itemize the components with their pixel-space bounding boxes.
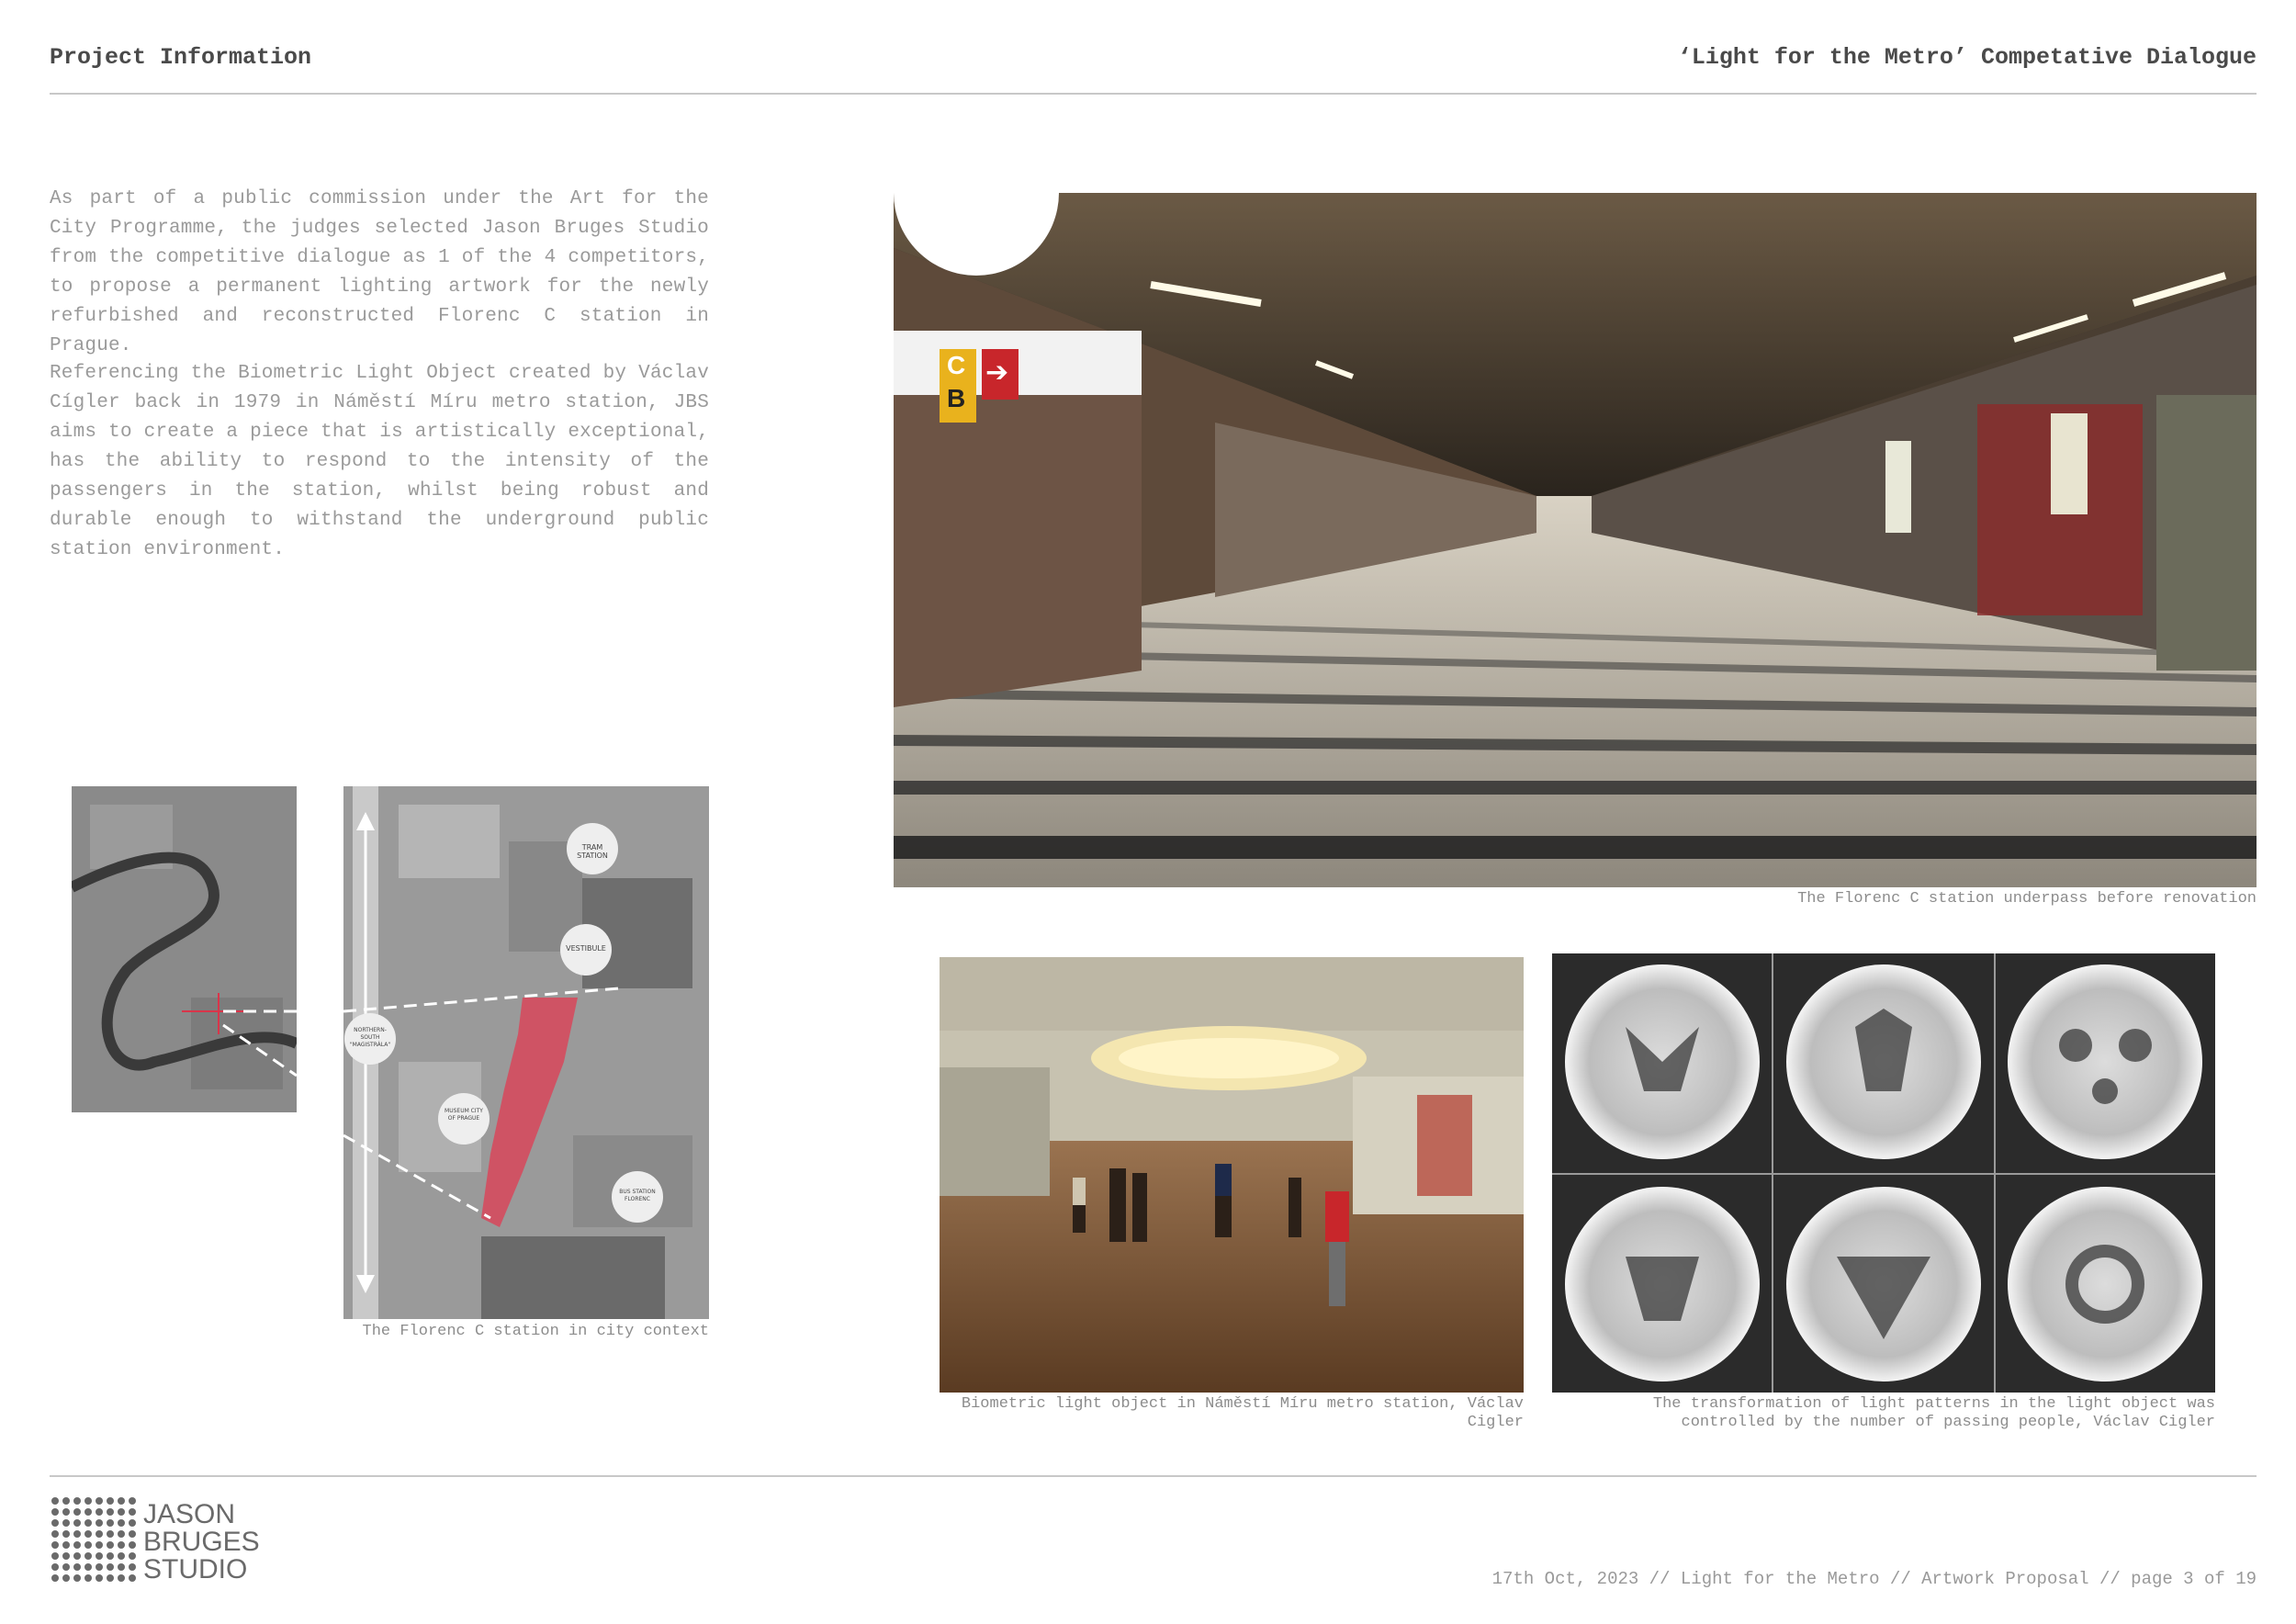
map-caption: The Florenc C station in city context xyxy=(362,1323,709,1340)
arrow-right-icon: ➔ xyxy=(985,356,1009,389)
city-overview-map xyxy=(72,786,297,1112)
vestibule-label: VESTIBULE xyxy=(566,944,606,953)
station-context-map xyxy=(343,786,709,1319)
reference-paragraph: Referencing the Biometric Light Object created by Václav Cígler back in 1979 in Náměstí Míru metro station, JBS aims to create a piece that is artistically exceptional, has the ability to respond to the intensity of the passengers in the station, whilst being robust and durable enough to withstand the underground public station environment. xyxy=(50,363,709,560)
tram-station-label: TRAM STATION xyxy=(577,843,608,860)
light-patterns-grid xyxy=(1552,953,2215,1393)
patterns-caption: The transformation of light patterns in the light object was controlled by the number of passing people, Václav Cigler xyxy=(1652,1395,2215,1431)
studio-dot-logo-icon xyxy=(50,1495,141,1583)
logo-line-2: BRUGES xyxy=(143,1527,260,1557)
museum-label: MUSEUM CITY OF PRAGUE xyxy=(445,1108,483,1122)
biometric-photo xyxy=(940,957,1524,1393)
logo-line-1: JASON xyxy=(143,1499,236,1529)
header-left-title: Project Information xyxy=(50,44,312,71)
header-divider xyxy=(50,93,2257,95)
logo-line-3: STUDIO xyxy=(143,1554,248,1585)
header-right-title: ‘Light for the Metro’ Competative Dialogue xyxy=(1677,44,2257,71)
sign-letter-c: C xyxy=(947,351,966,379)
bus-station-label: BUS STATION FLORENC xyxy=(619,1189,656,1202)
underpass-photo xyxy=(894,193,2257,887)
footer-divider xyxy=(50,1475,2257,1477)
studio-logo-wordmark xyxy=(143,1501,260,1584)
underpass-caption: The Florenc C station underpass before renovation xyxy=(1797,890,2257,908)
northern-south-label: NORTHERN-SOUTH "MAGISTRÁLA" xyxy=(349,1027,391,1048)
biometric-caption: Biometric light object in Náměstí Míru metro station, Václav Cigler xyxy=(961,1395,1524,1431)
sign-letter-b: B xyxy=(947,384,966,412)
footer-page-info: 17th Oct, 2023 // Light for the Metro // Artwork Proposal // page 3 of 19 xyxy=(1491,1569,2257,1589)
intro-paragraph: As part of a public commission under the Art for the City Programme, the judges selected Jason Bruges Studio from the competitive dialogue as 1 of the 4 competitors, to propose a permanent lighting artwork for the newly refurbished and reconstructed Florenc C station in Prague. xyxy=(50,188,709,356)
